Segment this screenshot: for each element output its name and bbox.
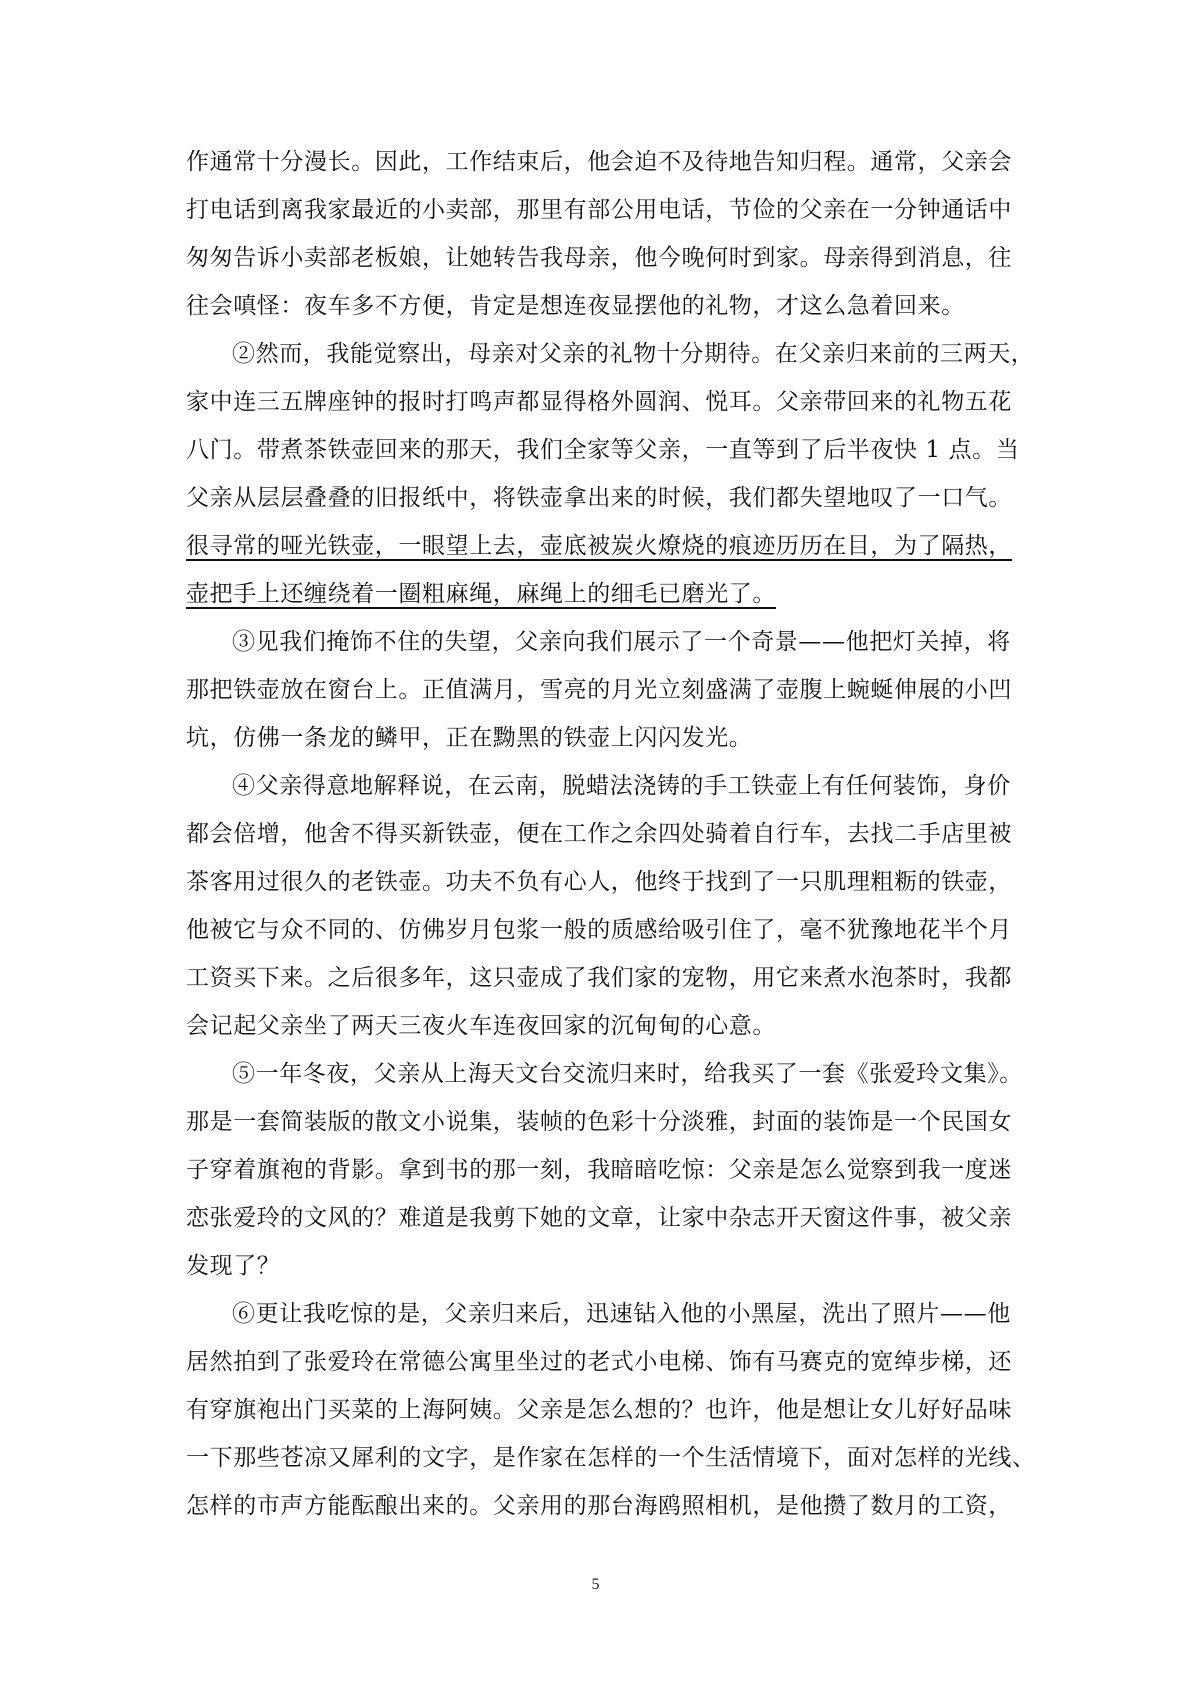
underlined-line: 壶把手上还缠绕着一圈粗麻绳，麻绳上的细毛已磨光了。 (186, 581, 776, 607)
text-line: 发现了？ (186, 1253, 281, 1279)
paragraph-2-start: ②然而，我能觉察出，母亲对父亲的礼物十分期待。在父亲归来前的三两天， (232, 341, 1035, 367)
text-line: 坑，仿佛一条龙的鳞甲，正在黝黑的铁壶上闪闪发光。 (186, 725, 753, 751)
text-line: 有穿旗袍出门买菜的上海阿姨。父亲是怎么想的？也许，他是想让女儿好好品味 (186, 1397, 1012, 1423)
text-line: 会记起父亲坐了两天三夜火车连夜回家的沉甸甸的心意。 (186, 1013, 776, 1039)
paragraph-6-start: ⑥更让我吃惊的是，父亲归来后，迅速钻入他的小黑屋，洗出了照片——他 (232, 1301, 1011, 1327)
text-line: 都会倍增，他舍不得买新铁壶，便在工作之余四处骑着自行车，去找二手店里被 (186, 821, 1012, 847)
text-line: 打电话到离我家最近的小卖部，那里有部公用电话，节俭的父亲在一分钟通话中 (186, 197, 1012, 223)
text-line: 往会嗔怪：夜车多不方便，肯定是想连夜显摆他的礼物，才这么急着回来。 (186, 293, 965, 319)
page-number: 5 (591, 1576, 600, 1593)
text-line: 茶客用过很久的老铁壶。功夫不负有心人，他终于找到了一只肌理粗粝的铁壶， (186, 869, 1012, 895)
text-line: 八门。带煮茶铁壶回来的那天，我们全家等父亲，一直等到了后半夜快 1 点。当 (186, 437, 1020, 463)
paragraph-4-start: ④父亲得意地解释说，在云南，脱蜡法浇铸的手工铁壶上有任何装饰，身价 (232, 773, 1011, 799)
text-line: 子穿着旗袍的背影。拿到书的那一刻，我暗暗吃惊：父亲是怎么觉察到我一度迷 (186, 1157, 1012, 1183)
text-line: 他被它与众不同的、仿佛岁月包浆一般的质感给吸引住了，毫不犹豫地花半个月 (186, 917, 1012, 943)
text-line: 那把铁壶放在窗台上。正值满月，雪亮的月光立刻盛满了壶腹上蜿蜒伸展的小凹 (186, 677, 1012, 703)
text-line: 那是一套简装版的散文小说集，装帧的色彩十分淡雅，封面的装饰是一个民国女 (186, 1109, 1012, 1135)
text-line: 工资买下来。之后很多年，这只壶成了我们家的宠物，用它来煮水泡茶时，我都 (186, 965, 1012, 991)
text-line: 居然拍到了张爱玲在常德公寓里坐过的老式小电梯、饰有马赛克的宽绰步梯，还 (186, 1349, 1012, 1375)
text-line: 匆匆告诉小卖部老板娘，让她转告我母亲，他今晚何时到家。母亲得到消息，往 (186, 245, 1012, 271)
paragraph-3-start: ③见我们掩饰不住的失望，父亲向我们展示了一个奇景——他把灯关掉，将 (232, 629, 1011, 655)
paragraph-5-start: ⑤一年冬夜，父亲从上海天文台交流归来时，给我买了一套《张爱玲文集》。 (232, 1061, 1023, 1087)
text-line: 父亲从层层叠叠的旧报纸中，将铁壶拿出来的时候，我们都失望地叹了一口气。 (186, 485, 1012, 511)
body-text (186, 138, 1036, 1530)
text-line: 作通常十分漫长。因此，工作结束后，他会迫不及待地告知归程。通常，父亲会 (186, 149, 1012, 175)
text-line: 家中连三五牌座钟的报时打鸣声都显得格外圆润、悦耳。父亲带回来的礼物五花 (186, 389, 1012, 415)
text-line: 怎样的市声方能酝酿出来的。父亲用的那台海鸥照相机，是他攒了数月的工资， (186, 1493, 1012, 1519)
underlined-line: 很寻常的哑光铁壶，一眼望上去，壶底被炭火燎烧的痕迹历历在目，为了隔热， (186, 533, 1012, 559)
text-line: 一下那些苍凉又犀利的文字，是作家在怎样的一个生活情境下，面对怎样的光线、 (186, 1445, 1036, 1471)
text-line: 恋张爱玲的文风的？难道是我剪下她的文章，让家中杂志开天窗这件事，被父亲 (186, 1205, 1012, 1231)
